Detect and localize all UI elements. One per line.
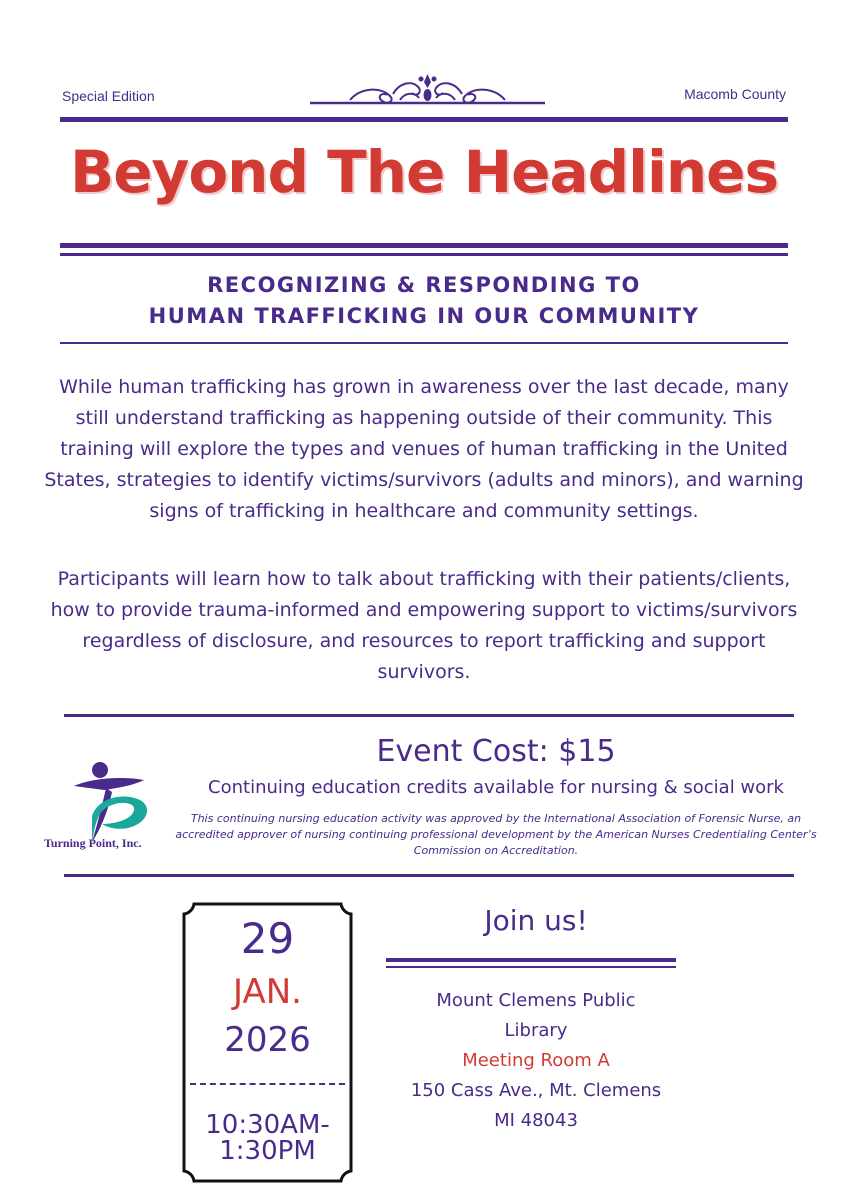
subtitle-line-2: HUMAN TRAFFICKING IN OUR COMMUNITY [148,304,700,328]
event-month: JAN. [233,972,302,1012]
subtitle-rule [60,342,788,344]
header-rule [60,117,788,122]
venue-info [386,986,686,1136]
venue-name-line-2: Library [504,1020,568,1041]
edition-label: Special Edition [62,88,155,104]
event-cost: Event Cost: $15 [376,734,616,769]
section-rule-top [64,714,794,717]
logo-text: Turning Point, Inc. [44,836,142,850]
ticket-divider [190,1083,345,1085]
approval-statement: This continuing nursing education activity was approved by the International Association of Forensic Nurse, an accredited approver of nursing continuing professional development by the American Nurses Credentialing Center’s Commission on Accreditation. [175,812,817,857]
description-paragraph-1: While human trafficking has grown in awareness over the last decade, many still understand trafficking as happening outside of their community. This training will explore the types and venues of human trafficking in the United States, strategies to identify victims/survivors (adults and minors), and warning signs of trafficking in healthcare and community settings. [44,376,804,522]
title-rule-thin [60,253,788,256]
event-time-start: 10:30AM- [205,1110,330,1140]
subtitle [0,270,848,332]
join-heading: Join us! [484,904,588,937]
event-time [180,1112,355,1164]
venue-room: Meeting Room A [462,1050,610,1071]
join-rule-thick [386,958,676,962]
description-paragraph-2: Participants will learn how to talk about trafficking with their patients/clients, how to provide trauma-informed and empowering support to victims/survivors regardless of disclosure, and resources to report trafficking and support survivors. [50,568,798,683]
page-title: Beyond The Headlines [69,138,779,206]
event-year: 2026 [224,1020,311,1060]
credits-info: Continuing education credits available for nursing & social work [208,777,784,798]
venue-name-line-1: Mount Clemens Public [436,990,636,1011]
event-day: 29 [240,914,295,963]
subtitle-line-1: RECOGNIZING & RESPONDING TO [207,273,641,297]
venue-address-1: 150 Cass Ave., Mt. Clemens [410,1080,662,1101]
county-label: Macomb County [684,86,786,102]
join-rule-thin [386,966,676,968]
section-rule-bottom [64,874,794,877]
title-rule-thick [60,243,788,248]
ornamental-flourish-icon [305,70,550,110]
event-time-end: 1:30PM [219,1136,316,1166]
venue-address-2: MI 48043 [494,1110,578,1131]
